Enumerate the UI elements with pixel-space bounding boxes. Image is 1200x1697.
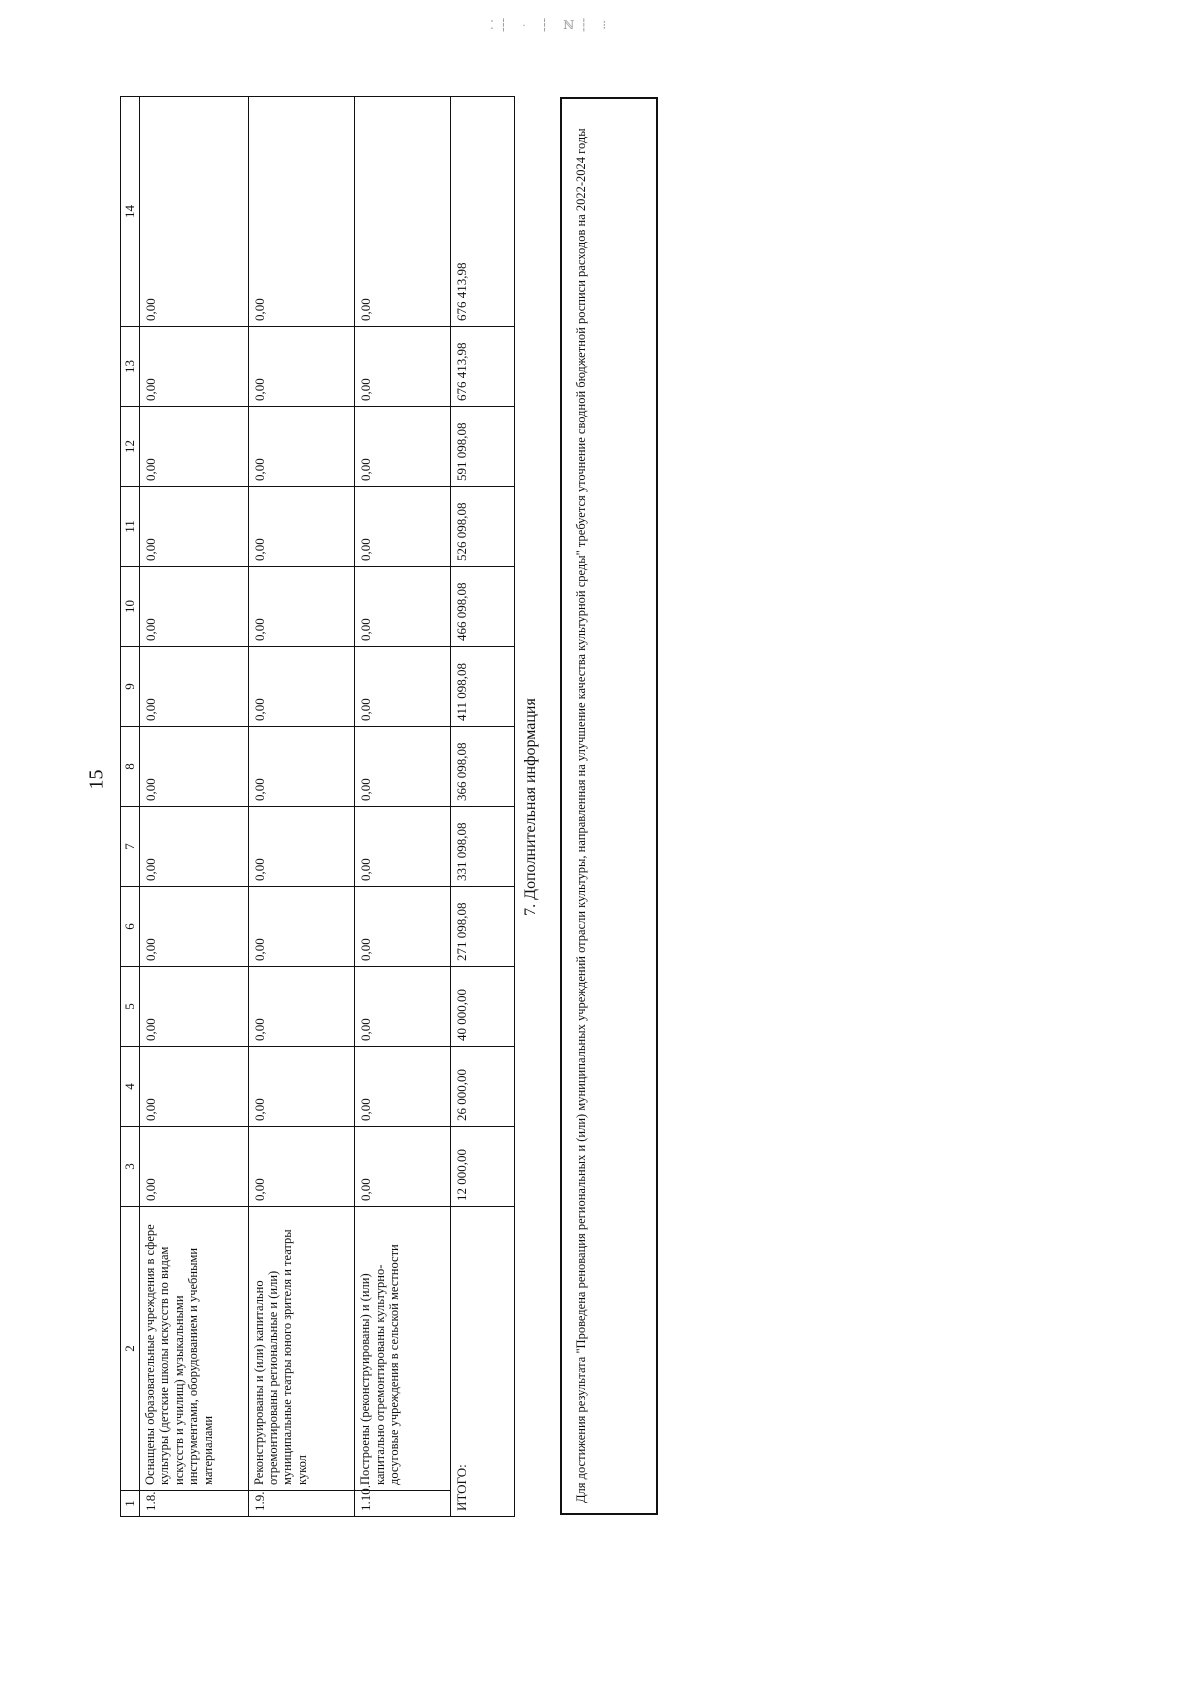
column-header: 12	[121, 407, 140, 487]
value-cell: 0,00	[248, 407, 355, 487]
rotated-landscape-content	[120, 97, 660, 1517]
row-number: 1.10.	[355, 1491, 451, 1517]
section-heading: 7. Дополнительная информация	[522, 698, 539, 916]
value-cell: 0,00	[248, 887, 355, 967]
value-cell: 0,00	[355, 567, 451, 647]
value-cell: 0,00	[355, 967, 451, 1047]
value-cell: 0,00	[140, 1127, 249, 1207]
total-cell: 411 098,08	[451, 647, 515, 727]
row-description: Оснащены образовательные учреждения в сфере культуры (детские школы искусств по видам искусств и училищ) музыкальными инструментами, оборудованием и учебными материалами	[140, 1207, 249, 1491]
total-cell: 40 000,00	[451, 967, 515, 1047]
column-header: 6	[121, 887, 140, 967]
column-header: 14	[121, 97, 140, 327]
total-cell: 331 098,08	[451, 807, 515, 887]
total-label: ИТОГО:	[451, 1207, 515, 1517]
value-cell: 0,00	[355, 887, 451, 967]
value-cell: 0,00	[248, 97, 355, 327]
table-row	[355, 97, 451, 1517]
table-row	[140, 97, 249, 1517]
value-cell: 0,00	[355, 1127, 451, 1207]
total-cell: 366 098,08	[451, 727, 515, 807]
column-header: 13	[121, 327, 140, 407]
total-cell: 466 098,08	[451, 567, 515, 647]
value-cell: 0,00	[355, 487, 451, 567]
value-cell: 0,00	[140, 407, 249, 487]
value-cell: 0,00	[140, 647, 249, 727]
column-header: 5	[121, 967, 140, 1047]
row-description: Построены (реконструированы) и (или) капитально отремонтированы культурно-досуговые учреждения в сельской местности	[355, 1207, 451, 1491]
column-header: 9	[121, 647, 140, 727]
column-header: 4	[121, 1047, 140, 1127]
value-cell: 0,00	[248, 567, 355, 647]
total-cell: 26 000,00	[451, 1047, 515, 1127]
table-header-row	[121, 97, 140, 1517]
row-number: 1.8.	[140, 1491, 249, 1517]
value-cell: 0,00	[355, 727, 451, 807]
total-cell: 676 413,98	[451, 97, 515, 327]
value-cell: 0,00	[248, 727, 355, 807]
row-number: 1.9.	[248, 1491, 355, 1517]
budget-table	[120, 96, 515, 1517]
page-number: 15	[85, 769, 108, 790]
table-row	[248, 97, 355, 1517]
value-cell: 0,00	[140, 97, 249, 327]
value-cell: 0,00	[140, 967, 249, 1047]
value-cell: 0,00	[140, 807, 249, 887]
value-cell: 0,00	[140, 727, 249, 807]
value-cell: 0,00	[248, 807, 355, 887]
value-cell: 0,00	[248, 647, 355, 727]
total-cell: 12 000,00	[451, 1127, 515, 1207]
value-cell: 0,00	[140, 887, 249, 967]
value-cell: 0,00	[140, 327, 249, 407]
value-cell: 0,00	[355, 807, 451, 887]
value-cell: 0,00	[355, 647, 451, 727]
column-header: 2	[121, 1207, 140, 1491]
value-cell: 0,00	[248, 967, 355, 1047]
value-cell: 0,00	[355, 407, 451, 487]
value-cell: 0,00	[140, 487, 249, 567]
value-cell: 0,00	[140, 567, 249, 647]
value-cell: 0,00	[248, 1127, 355, 1207]
column-header: 11	[121, 487, 140, 567]
value-cell: 0,00	[355, 1047, 451, 1127]
total-cell: 271 098,08	[451, 887, 515, 967]
column-header: 10	[121, 567, 140, 647]
column-header: 8	[121, 727, 140, 807]
scan-artifacts: ⁚┆ · ┆ ℕ┆ ⁝	[490, 18, 613, 32]
column-header: 1	[121, 1491, 140, 1517]
additional-info-text: Для достижения результата "Проведена реновация региональных и (или) муниципальных учреждений отрасли культуры, направленная на улучшение качества культурной среды" требуется уточнение сводной бюджетной росписи расходов на 2022-2024 годы	[574, 128, 588, 1503]
additional-info-box	[560, 97, 658, 1515]
value-cell: 0,00	[355, 97, 451, 327]
row-description: Реконструированы и (или) капитально отремонтированы региональные и (или) муниципальные театры юного зрителя и театры кукол	[248, 1207, 355, 1491]
total-row	[451, 97, 515, 1517]
column-header: 7	[121, 807, 140, 887]
value-cell: 0,00	[248, 1047, 355, 1127]
value-cell: 0,00	[248, 487, 355, 567]
value-cell: 0,00	[248, 327, 355, 407]
total-cell: 591 098,08	[451, 407, 515, 487]
value-cell: 0,00	[355, 327, 451, 407]
column-header: 3	[121, 1127, 140, 1207]
value-cell: 0,00	[140, 1047, 249, 1127]
total-cell: 676 413,98	[451, 327, 515, 407]
total-cell: 526 098,08	[451, 487, 515, 567]
